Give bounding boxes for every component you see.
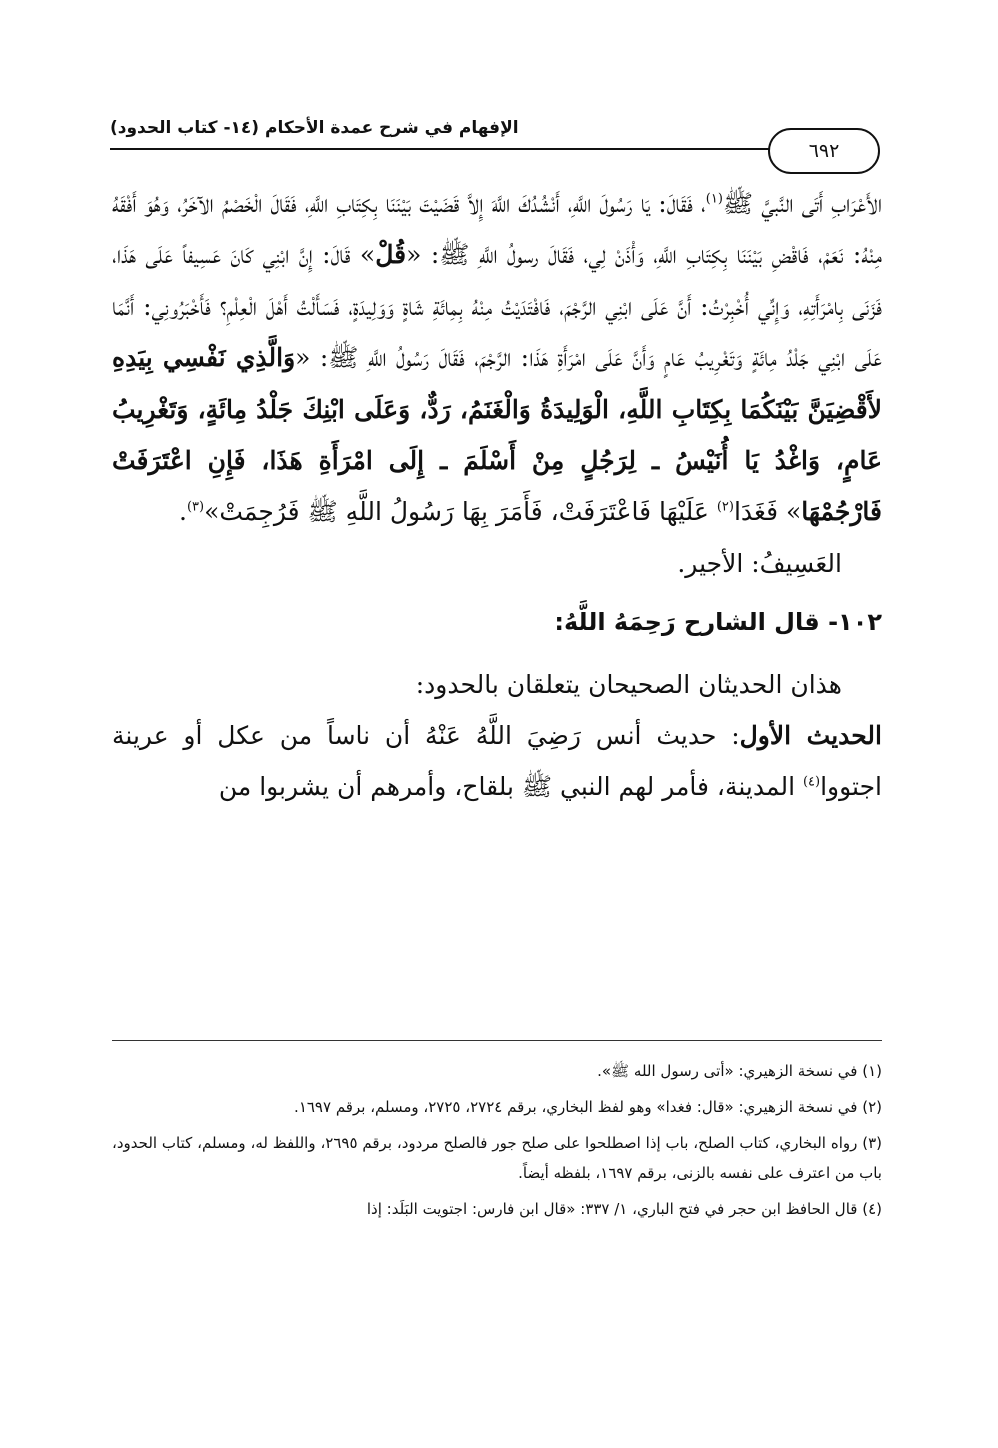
text-span: » قَالَ: إِنَّ ابْنِي كَانَ عَسِيفاً عَلَى هَذَا، فَزَنَى بِامْرَأَتِهِ، وَإِنِّي أُخْبِرْتُ: أَنَّ عَلَى ابْنِي الرَّجْمَ، فَافْتَدَيْتُ مِنْهُ بِمِائَةِ شَاةٍ وَوَلِيدَةٍ، فَسَأَلْتُ أَهْلَ الْعِلْمِ؟ فَأَخْبَرُونِي: أَنَّمَا عَلَى ابْنِي جَلْدُ مِائَةٍ وَتَغْرِيبُ عَامٍ وَأَنَّ عَلَى امْرَأَةِ هَذَا: الرَّجْمَ، فَقَالَ رَسُولُ اللَّهِ ﷺ: « (112, 240, 882, 373)
text-span: » فَغَدَا (733, 497, 802, 527)
footnote-ref-2[interactable]: (٢) (716, 500, 734, 516)
page-number: ٦٩٢ (768, 128, 880, 174)
footnote-2: (٢) في نسخة الزهيري: «قال: فغدا» وهو لفظ البخاري، برقم ٢٧٢٤، ٢٧٢٥، ومسلم، برقم ١٦٩٧. (294, 1098, 882, 1116)
hadith-text (112, 178, 882, 538)
footnote-separator (112, 1040, 882, 1041)
footnote-4: (٤) قال الحافظ ابن حجر في فتح الباري، ١/ ٣٣٧: «قال ابن فارس: اجتويت البَلَد: إذا (366, 1200, 882, 1218)
text-span: عَلَيْهَا فَاعْتَرَفَتْ، فَأَمَرَ بِهَا رَسُولُ اللَّهِ ﷺ فَرُجِمَتْ» (204, 497, 717, 527)
header-rule (110, 148, 800, 150)
footnote-ref-1[interactable]: (١) (705, 191, 723, 207)
running-title: الإفهام في شرح عمدة الأحكام (١٤- كتاب الحدود) (110, 118, 519, 138)
bold-quote: وَالَّذِي نَفْسِي بِيَدِهِ لأَقْضِيَنَّ بَيْنَكُمَا بِكِتَابِ اللَّهِ، الْوَلِيدَةُ وَالْغَنَمُ، رَدٌّ، وَعَلَى ابْنِكَ جَلْدُ مِائَةٍ، وَتَغْرِيبُ عَامٍ، وَاغْدُ يَا أُنَيْسُ ـ لِرَجُلٍ مِنْ أَسْلَمَ ـ إِلَى امْرَأَةِ هَذَا، فَإِنِ اعْتَرَفَتْ فَارْجُمْهَا (112, 343, 882, 527)
hadith-explanation (112, 710, 882, 813)
text-span: الأَعْرَابِ أَتَى النَّبيَّ ﷺ (722, 189, 882, 218)
intro-line: هذان الحديثان الصحيحان يتعلقان بالحدود: (415, 669, 842, 699)
footnote-ref-4[interactable]: (٤) (802, 775, 821, 791)
bold-text: قُلْ (375, 240, 407, 270)
main-text (112, 178, 882, 813)
text-span: ، فَقَالَ: يَا رَسُولَ اللَّهِ، أَنْشُدُكَ اللَّهَ إِلاَّ قَضَيْتَ بَيْنَنَا بِكِتَابِ اللَّهِ، فَقَالَ الْخَصْمُ الآخَرُ، وَهُوَ أَفْقَهُ مِنْهُ: نَعَمْ، فَاقْضِ بَيْنَنَا بِكِتَابِ اللَّهِ، وَأْذَنْ لِي، فَقَالَ رسولُ اللَّهِ ﷺ: « (112, 189, 882, 270)
footnote-ref-3[interactable]: (٣) (186, 500, 205, 516)
text-span: . (179, 497, 187, 527)
page-header (110, 118, 880, 162)
text-span: المدينة، فأمر لهم النبي ﷺ بلقاح، وأمرهم أن يشربوا من (218, 772, 803, 802)
section-heading: ١٠٢- قال الشارح رَحِمَهُ اللَّهُ: (554, 608, 882, 637)
footnotes (112, 1056, 882, 1230)
definition: العَسِيفُ: الأجير. (677, 548, 842, 578)
hadith-label: الحديث الأول (739, 721, 882, 751)
footnote-1: (١) في نسخة الزهيري: «أتى رسول الله ﷺ». (597, 1062, 882, 1080)
text-span: : حديث أنس رَضِيَ اللَّهُ عَنْهُ أن ناساً من عكل أو عرينة اجتووا (112, 721, 882, 802)
footnote-3: (٣) رواه البخاري، كتاب الصلح، باب إذا اصطلحوا على صلح جور فالصلح مردود، برقم ٢٦٩٥، واللفظ له، ومسلم، كتاب الحدود، باب من اعترف على نفسه بالزنى، برقم ١٦٩٧، بلفظه أيضاً. (112, 1134, 882, 1182)
